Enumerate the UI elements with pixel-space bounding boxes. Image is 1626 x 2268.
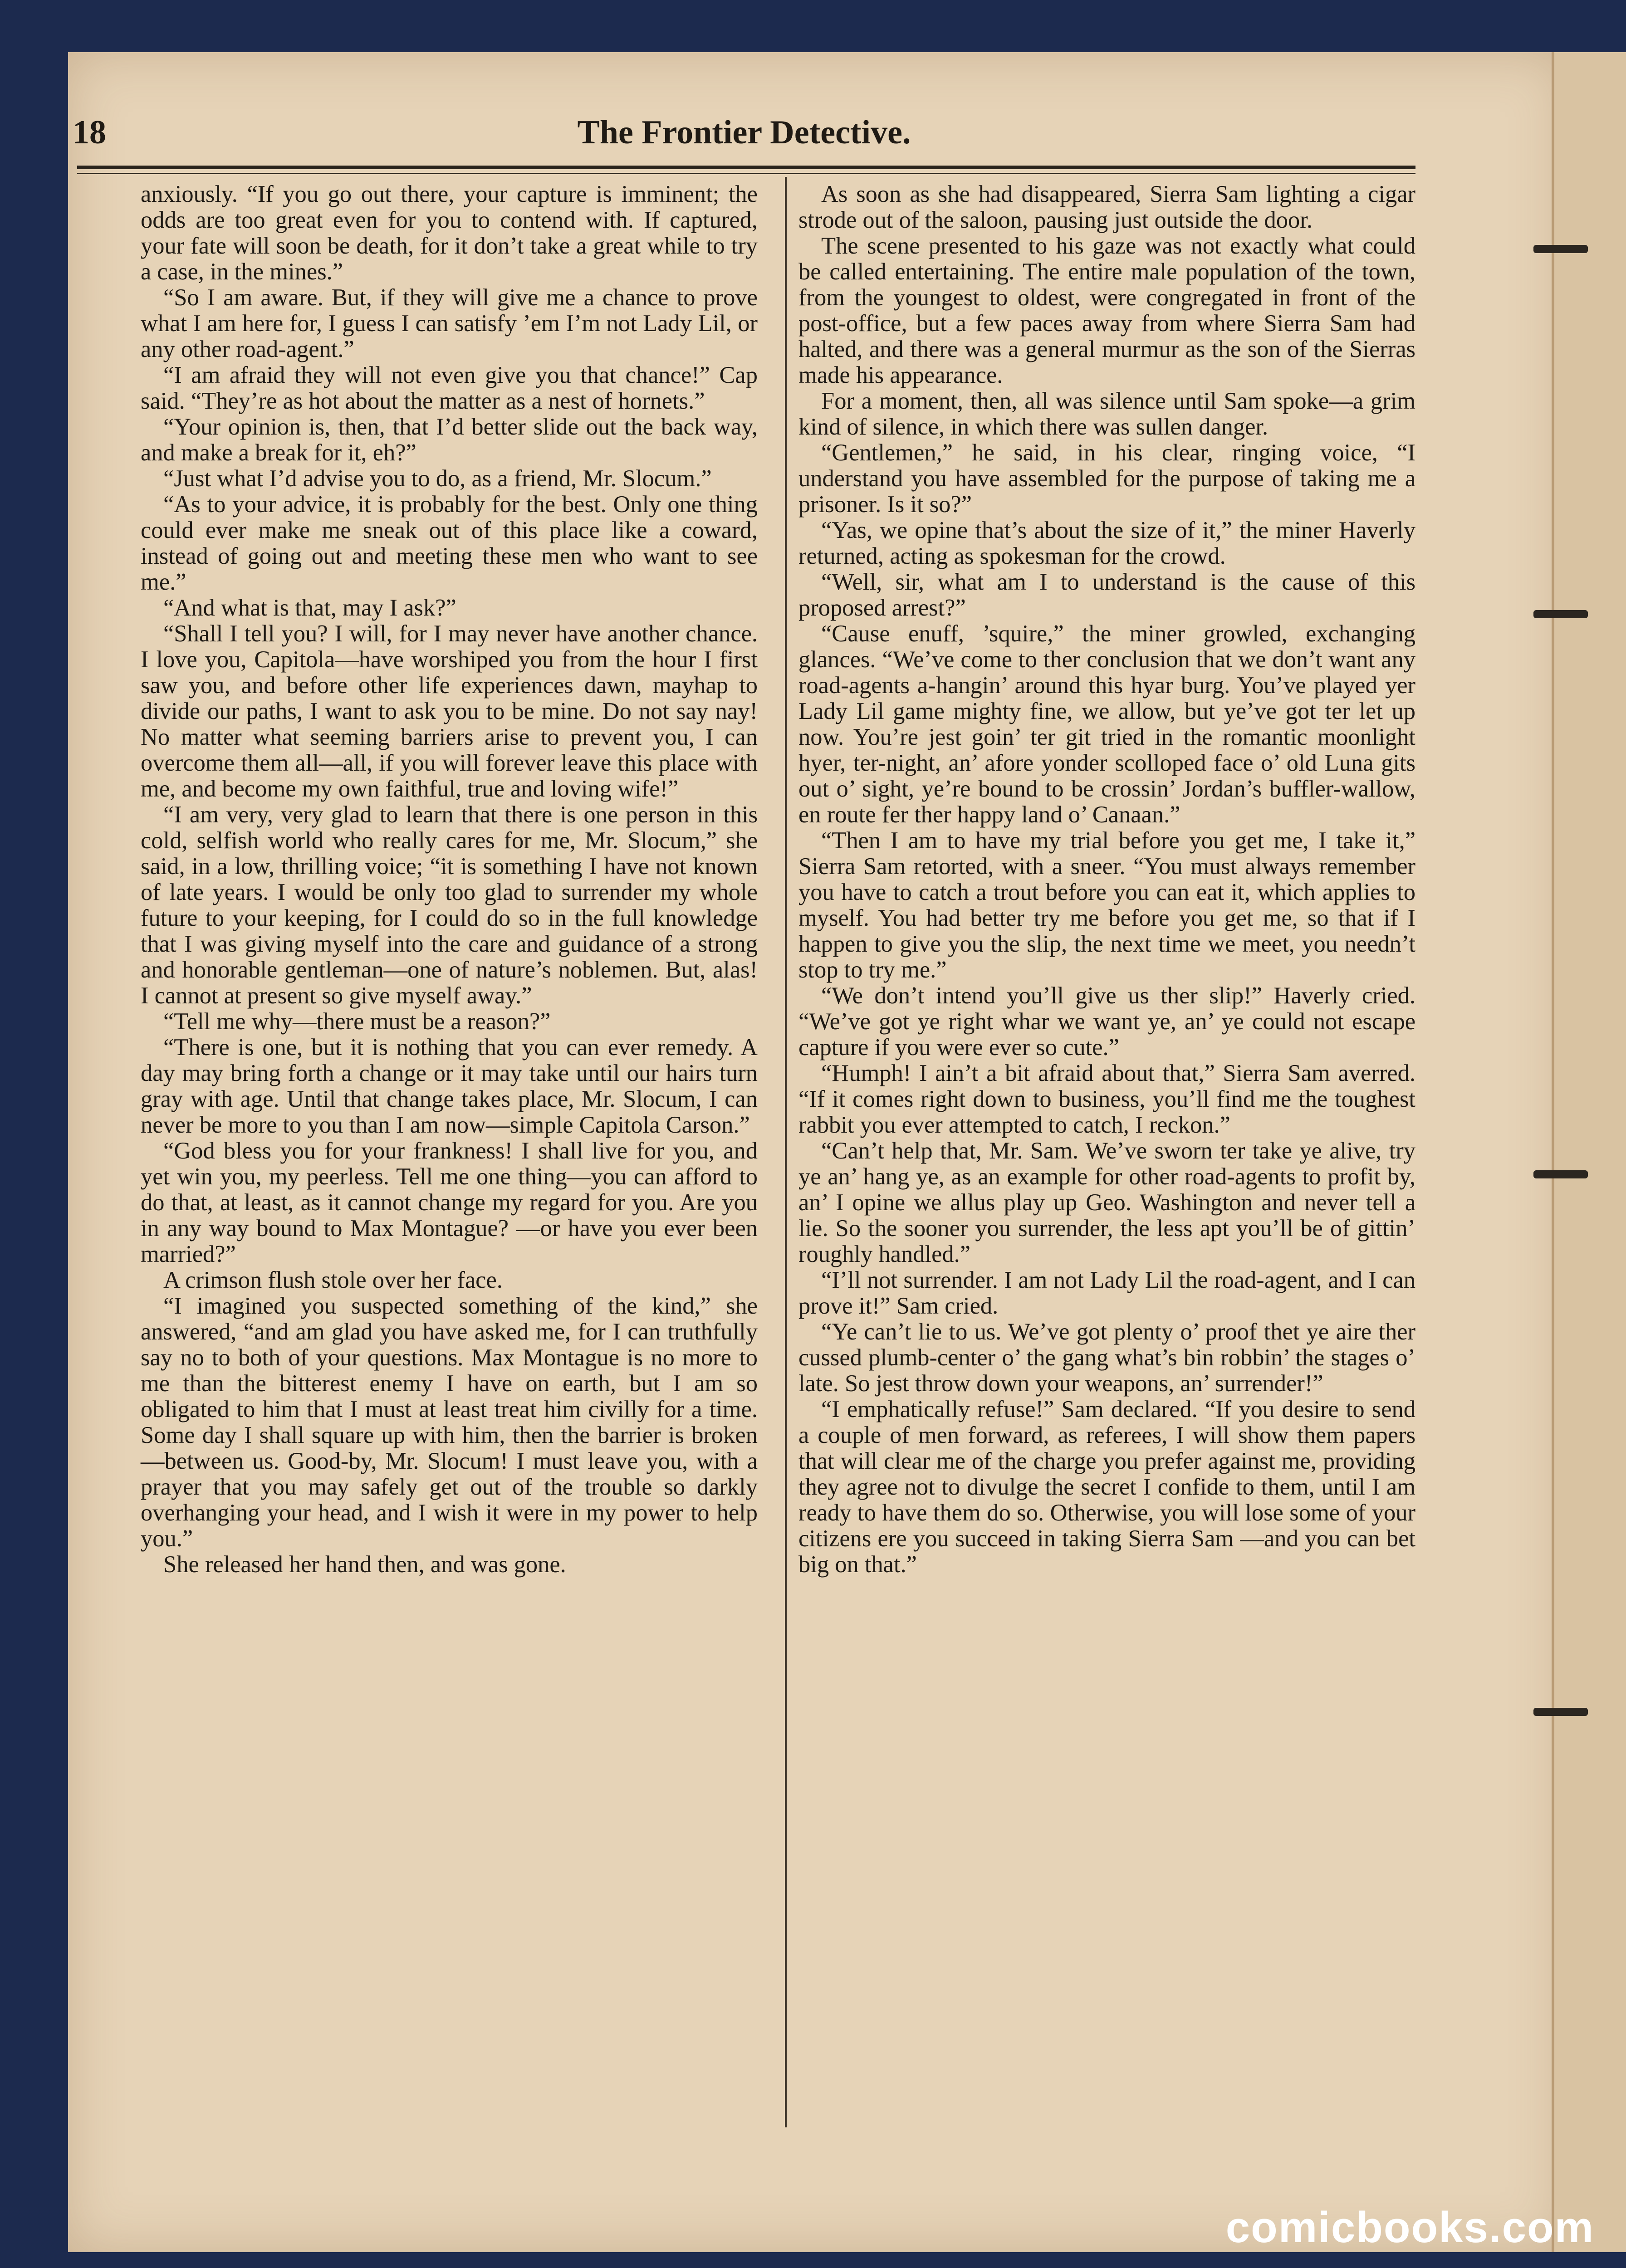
paragraph: “God bless you for your frankness! I shall live for you, and yet win you, my peerless. Tell me one thing—you can afford to do that, at least, as it cannot change my regard for you. Are you in any way bound to Max Montague? —or have you ever been married?”: [141, 1138, 758, 1267]
paragraph: “I’ll not surrender. I am not Lady Lil the road-agent, and I can prove it!” Sam cried.: [798, 1267, 1415, 1319]
paragraph: The scene presented to his gaze was not exactly what could be called entertaining. The entire male population of the town, from the youngest to oldest, were congregated in front of the post-office, but a few paces away from where Sierra Sam had halted, and there was a general murmur as the son of the Sierras made his appearance.: [798, 233, 1415, 388]
column-divider: [785, 177, 787, 2127]
paragraph: “Yas, we opine that’s about the size of it,” the miner Haverly returned, acting as spokesman for the crowd.: [798, 517, 1415, 569]
paragraph: “Can’t help that, Mr. Sam. We’ve sworn ter take ye alive, try ye an’ hang ye, as an example for other road-agents to profit by, an’ I opine we allus play up Geo. Washington and never tell a lie. So the sooner you surrender, the less apt you’ll be of gittin’ roughly handled.”: [798, 1138, 1415, 1267]
paragraph: “As to your advice, it is probably for the best. Only one thing could ever make me sneak out of this place like a coward, instead of going out and meeting these men who want to see me.”: [141, 491, 758, 595]
staple: [1533, 610, 1588, 618]
paragraph: “Ye can’t lie to us. We’ve got plenty o’ proof thet ye aire ther cussed plumb-center o’ the gang what’s bin robbin’ the stages o’ late. So jest throw down your weapons, an’ surrender!”: [798, 1319, 1415, 1397]
paragraph: For a moment, then, all was silence until Sam spoke—a grim kind of silence, in which there was sullen danger.: [798, 388, 1415, 440]
paragraph: “Then I am to have my trial before you get me, I take it,” Sierra Sam retorted, with a sneer. “You must always remember you have to catch a trout before you can eat it, which applies to myself. You had better try me before you get me, so that if I happen to give you the slip, the next time we meet, you needn’t stop to try me.”: [798, 827, 1415, 983]
header-rule-thin: [77, 173, 1415, 174]
paragraph: “We don’t intend you’ll give us ther slip!” Haverly cried. “We’ve got ye right whar we want ye, an’ ye could not escape capture if you were ever so cute.”: [798, 982, 1415, 1061]
paragraph: She released her hand then, and was gone.: [163, 1551, 566, 1578]
watermark: comicbooks.com: [1225, 2203, 1594, 2252]
header-rule: [77, 166, 1415, 169]
paragraph: “Just what I’d advise you to do, as a friend, Mr. Slocum.”: [163, 465, 712, 492]
paragraph: “I am afraid they will not even give you that chance!” Cap said. “They’re as hot about the matter as a nest of hornets.”: [141, 362, 758, 414]
staple: [1533, 1708, 1588, 1716]
paragraph: A crimson flush stole over her face.: [163, 1267, 503, 1293]
staple: [1533, 1170, 1588, 1178]
paragraph: “Tell me why—there must be a reason?”: [163, 1008, 551, 1035]
paragraph: “Gentlemen,” he said, in his clear, ringing voice, “I understand you have assembled for the purpose of taking me a prisoner. Is it so?”: [798, 440, 1415, 518]
paragraph: “And what is that, may I ask?”: [163, 595, 456, 621]
paragraph: “Well, sir, what am I to understand is the cause of this proposed arrest?”: [798, 569, 1415, 621]
paragraph: “I am very, very glad to learn that there is one person in this cold, selfish world who really cares for me, Mr. Slocum,” she said, in a low, thrilling voice; “it is something I have not known of late years. I would be only too glad to surrender my whole future to your keeping, for I could do so in the full knowledge that I was giving myself into the care and guidance of a strong and honorable gentleman—one of nature’s noblemen. But, alas! I cannot at present so give myself away.”: [141, 802, 758, 1009]
staple: [1533, 245, 1588, 253]
paragraph: “I imagined you suspected something of the kind,” she answered, “and am glad you have asked me, for I can truthfully say no to both of your questions. Max Montague is no more to me than the bitterest enemy I have on earth, but I am so obligated to him that I must at least treat him civilly for a time. Some day I shall square up with him, then the barrier is broken—between us. Good-by, Mr. Slocum! I must leave you, with a prayer that you may safely get out of the trouble so darkly overhanging your head, and I wish it were in my power to help you.”: [141, 1293, 758, 1552]
paragraph: “Humph! I ain’t a bit afraid about that,” Sierra Sam averred. “If it comes right down to business, you’ll find me the toughest rabbit you ever attempted to catch, I reckon.”: [798, 1060, 1415, 1138]
paragraph: “So I am aware. But, if they will give me a chance to prove what I am here for, I guess I can satisfy ’em I’m not Lady Lil, or any other road-agent.”: [141, 284, 758, 362]
page-spine: [1552, 52, 1626, 2252]
page-number: 18: [73, 114, 106, 151]
right-column: [798, 181, 1415, 1578]
running-title: The Frontier Detective.: [577, 114, 911, 151]
paragraph: anxiously. “If you go out there, your capture is imminent; the odds are too great even for you to contend with. If captured, your fate will soon be death, for it don’t take a great while to try a case, in the mines.”: [141, 181, 758, 285]
paragraph: As soon as she had disappeared, Sierra Sam lighting a cigar strode out of the saloon, pausing just outside the door.: [798, 181, 1415, 233]
paragraph: “I emphatically refuse!” Sam declared. “If you desire to send a couple of men forward, as referees, I will show them papers that will clear me of the charge you prefer against me, providing they agree not to divulge the secret I confide to them, until I am ready to have them do so. Otherwise, you will lose some of your citizens ere you succeed in taking Sierra Sam —and you can bet big on that.”: [798, 1396, 1415, 1578]
paragraph: “Shall I tell you? I will, for I may never have another chance. I love you, Capitola—have worshiped you from the hour I first saw you, and before other life experiences dawn, mayhap to divide our paths, I want to ask you to be mine. Do not say nay! No matter what seeming barriers arise to prevent you, I can overcome them all—all, if you will forever leave this place with me, and become my own faithful, true and loving wife!”: [141, 621, 758, 802]
paragraph: “There is one, but it is nothing that you can ever remedy. A day may bring forth a change or it may take until our hairs turn gray with age. Until that change takes place, Mr. Slocum, I can never be more to you than I am now—simple Capitola Carson.”: [141, 1034, 758, 1138]
left-column: [141, 181, 758, 1578]
page-header: [73, 104, 1415, 163]
paragraph: “Cause enuff, ’squire,” the miner growled, exchanging glances. “We’ve come to ther conclusion that we don’t want any road-agents a-hangin’ around this hyar burg. You’ve played yer Lady Lil game mighty fine, we allow, but ye’ve got ter let up now. You’re jest goin’ ter git tried in the romantic moonlight hyer, ter-night, an’ afore yonder scolloped face o’ old Luna gits out o’ sight, ye’re bound to be crossin’ Jordan’s buffler-wallow, en route fer ther happy land o’ Canaan.”: [798, 621, 1415, 828]
paragraph: “Your opinion is, then, that I’d better slide out the back way, and make a break for it, eh?”: [141, 414, 758, 466]
